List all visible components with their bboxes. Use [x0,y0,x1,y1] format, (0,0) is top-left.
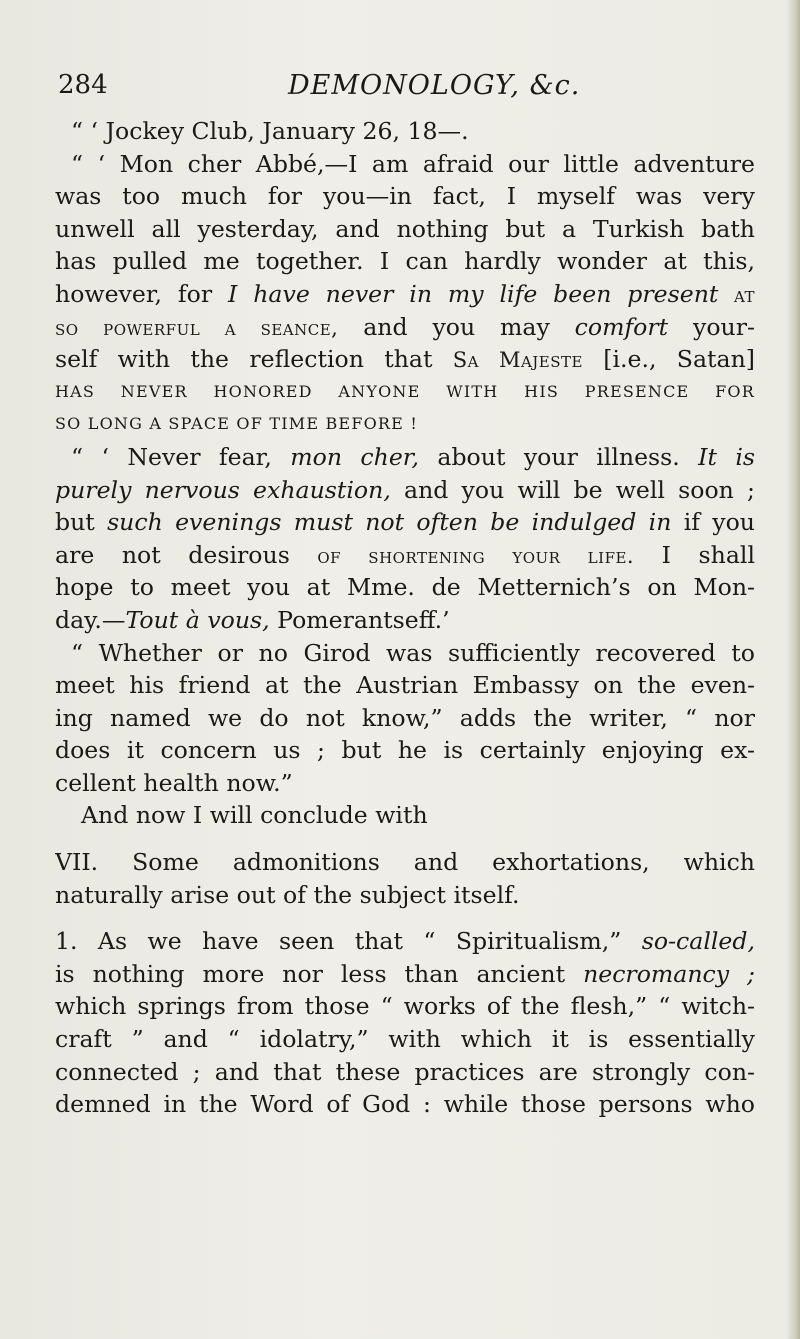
text-line [55,311,755,344]
text-line [55,958,755,991]
page-number: 284 [58,70,108,100]
text-run: however, for [55,279,229,308]
text-run: I shall [634,540,755,569]
paragraph-gap [55,832,755,846]
text-line: demned in the Word of God : while those persons who [55,1090,755,1119]
text-line: “ ‘ Jockey Club, January 26, 18—. [71,117,469,145]
caps-line: HAS NEVER HONORED ANYONE WITH HIS PRESENCE FOR [55,381,755,401]
paragraph-gap [55,911,755,925]
text-run: your- [668,312,755,341]
text-run: self with the reflection that [55,345,453,374]
text-line [55,604,755,637]
text-line: hope to meet you at Mme. de Metternich’s on Mon- [55,573,755,602]
text-run: and you will be well soon ; [390,475,755,504]
small-caps-run: of shortening your life. [317,543,635,568]
text-line [55,343,755,376]
small-caps-run: so powerful a seance, [55,315,339,340]
small-caps-run: at [718,282,755,307]
page-edge-shadow [786,0,800,1339]
caps-line: SO LONG A SPACE OF TIME BEFORE ! [55,414,418,434]
text-line: connected ; and that these practices are strongly con- [55,1057,755,1086]
text-line: has pulled me together. I can hardly wonder at this, [55,247,755,276]
italic-run: necromancy ; [583,959,755,988]
text-line: “ ‘ Mon cher Abbé,—I am afraid our little adventure [71,149,755,178]
text-run: but [55,508,108,537]
text-line: And now I will conclude with [81,801,428,830]
text-run: Pomerantseff.’ [269,605,450,634]
text-run: about your illness. [419,442,699,471]
text-run: and you may [338,312,575,341]
italic-run: purely nervous exhaustion, [55,475,391,504]
small-caps-run: Sa Majeste [452,348,583,373]
italic-run: mon cher, [290,442,419,471]
text-run: day.— [55,605,126,634]
text-run: 1. As we have seen that “ Spiritualism,” [55,927,642,956]
text-line: meet his friend at the Austrian Embassy on the even- [55,671,755,700]
running-head: DEMONOLOGY, &c. [288,70,581,101]
section-heading-line: VII. Some admonitions and exhortations, which [55,848,755,877]
text-line: cellent health now.” [55,768,293,797]
text-line: naturally arise out of the subject itself. [55,880,520,909]
text-line [55,925,755,958]
text-line: was too much for you—in fact, I myself was very [55,182,755,211]
text-line: craft ” and “ idolatry,” with which it is essentially [55,1025,755,1054]
text-run: [i.e., Satan] [582,345,755,374]
italic-run: so-called, [641,927,755,956]
italic-run: such evenings must not often be indulged in [107,508,672,537]
text-line [55,506,755,539]
italic-run: comfort [574,312,669,341]
text-line [55,474,755,507]
text-run: if you [671,508,755,537]
body-text [55,115,755,1121]
italic-run: It is [698,442,755,471]
italic-run: I have never in my life been present [228,279,719,308]
italic-run: Tout à vous, [125,605,270,634]
text-line: “ Whether or no Girod was sufficiently recovered to [71,638,755,667]
text-line: does it concern us ; but he is certainly enjoying ex- [55,736,755,765]
text-line: ing named we do not know,” adds the writer, “ nor [55,703,755,732]
text-run: is nothing more nor less than ancient [55,959,584,988]
text-line: which springs from those “ works of the flesh,” “ witch- [55,992,755,1021]
page-header [58,70,758,110]
text-line [55,441,755,474]
text-line [55,278,755,311]
text-line [55,539,755,572]
text-run: are not desirous [55,540,318,569]
text-line: unwell all yesterday, and nothing but a Turkish bath [55,214,755,243]
text-run: “ ‘ Never fear, [71,442,291,471]
